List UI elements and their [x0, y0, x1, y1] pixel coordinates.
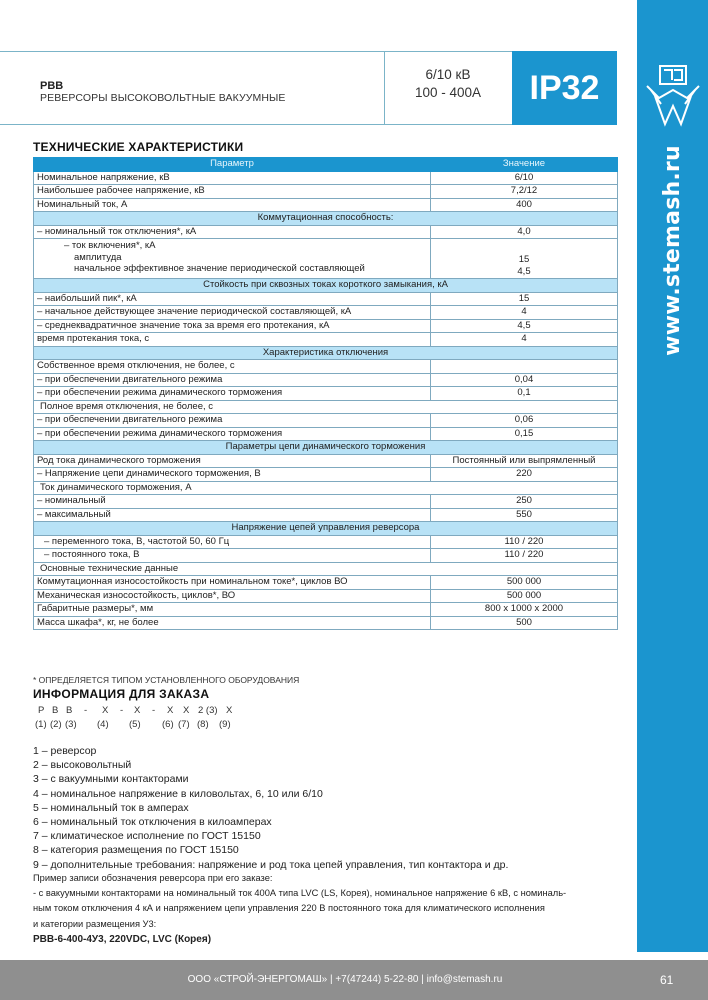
- param-cell: [34, 239, 431, 279]
- table-row: [34, 292, 618, 306]
- table-row: [34, 549, 618, 563]
- table-section-row: [34, 279, 618, 293]
- order-example: [33, 871, 623, 947]
- legend-item: 1 – реверсор: [33, 745, 97, 757]
- value-cell: 0,06: [431, 414, 618, 428]
- table-row: [34, 400, 618, 414]
- example-code: РВВ-6-400-4У3, 220VDC, LVC (Корея): [33, 933, 212, 945]
- param-line: – ток включения*, кА: [64, 240, 156, 251]
- param-cell: – максимальный: [34, 508, 431, 522]
- specs-title: ТЕХНИЧЕСКИЕ ХАРАКТЕРИСТИКИ: [33, 140, 244, 154]
- code-position: (3): [65, 719, 77, 730]
- code-char: Р: [38, 705, 45, 716]
- table-row: [34, 333, 618, 347]
- param-cell: – переменного тока, В, частотой 50, 60 Гц: [34, 535, 431, 549]
- table-row: [34, 239, 618, 279]
- table-row: [34, 306, 618, 320]
- param-cell: – при обеспечении режима динамического торможения: [34, 427, 431, 441]
- section-label: Коммутационная способность:: [34, 212, 618, 226]
- voltage-rating: 6/10 кВ: [425, 67, 471, 82]
- table-section-row: [34, 441, 618, 455]
- protection-badge: IP32: [512, 51, 617, 125]
- param-cell: Номинальный ток, А: [34, 198, 431, 212]
- value-cell: 7,2/12: [431, 185, 618, 199]
- legend-item: 2 – высоковольтный: [33, 759, 132, 772]
- legend-item: 9 – дополнительные требования: напряжение и род тока цепей управления, тип контактора и др.: [33, 858, 509, 871]
- code-position: (9): [219, 719, 231, 730]
- value-cell: 500 000: [431, 589, 618, 603]
- value-cell: 0,1: [431, 387, 618, 401]
- table-row: [34, 225, 618, 239]
- value-cell: 4,5: [431, 319, 618, 333]
- section-label: Параметры цепи динамического торможения: [34, 441, 618, 455]
- param-cell: – начальное действующее значение периодической составляющей, кА: [34, 306, 431, 320]
- param-cell: – при обеспечении двигательного режима: [34, 414, 431, 428]
- example-line: - с вакуумными контакторами на номинальный ток 400А типа LVC (LS, Корея), номинальное напряжение 6 кВ, с номиналь-: [33, 888, 567, 899]
- section-label: Характеристика отключения: [34, 346, 618, 360]
- current-rating: 100 - 400А: [414, 85, 482, 100]
- legend-item: 6 – номинальный ток отключения в килоамперах: [33, 816, 272, 829]
- value-cell: 220: [431, 468, 618, 482]
- product-title: РЕВЕРСОРЫ ВЫСОКОВОЛЬТНЫЕ ВАКУУМНЫЕ: [40, 92, 286, 104]
- value-cell: 400: [431, 198, 618, 212]
- table-row: [34, 603, 618, 617]
- order-code-legend: [33, 744, 508, 872]
- code-position: (4): [97, 719, 109, 730]
- brand-sidebar: [637, 0, 708, 952]
- param-cell: Масса шкафа*, кг, не более: [34, 616, 431, 630]
- table-row: [34, 198, 618, 212]
- table-row: [34, 481, 618, 495]
- value-cell: 250: [431, 495, 618, 509]
- code-char: -: [120, 705, 124, 716]
- value-cell: 4: [431, 333, 618, 347]
- legend-item: 3 – с вакуумными контакторами: [33, 773, 189, 786]
- table-section-row: [34, 522, 618, 536]
- code-char: Х: [183, 705, 190, 716]
- param-cell: Габаритные размеры*, мм: [34, 603, 431, 617]
- code-char: Х: [134, 705, 141, 716]
- value-cell: Постоянный или выпрямленный: [431, 454, 618, 468]
- page-number: 61: [660, 973, 674, 987]
- param-cell: – номинальный ток отключения*, кА: [34, 225, 431, 239]
- code-position: (6): [162, 719, 174, 730]
- param-cell: Номинальное напряжение, кВ: [34, 171, 431, 185]
- table-row: [34, 373, 618, 387]
- param-cell: время протекания тока, с: [34, 333, 431, 347]
- table-row: [34, 454, 618, 468]
- value-cell: [431, 360, 618, 374]
- param-cell: Род тока динамического торможения: [34, 454, 431, 468]
- param-cell: Ток динамического торможения, А: [34, 481, 618, 495]
- product-code: РВВ: [40, 80, 64, 92]
- legend-item: 8 – категория размещения по ГОСТ 15150: [33, 844, 239, 857]
- section-label: Стойкость при сквозных токах короткого замыкания, кА: [34, 279, 618, 293]
- table-section-row: [34, 212, 618, 226]
- value-cell: 0,15: [431, 427, 618, 441]
- rating-block: [385, 66, 511, 102]
- page-footer: [0, 960, 708, 1000]
- example-intro: Пример записи обозначения реверсора при его заказе:: [33, 873, 273, 883]
- footer-contacts: ООО «СТРОЙ-ЭНЕРГОМАШ» | +7(47244) 5-22-80 | info@stemash.ru: [187, 974, 503, 985]
- table-row: [34, 576, 618, 590]
- section-label: Напряжение цепей управления реверсора: [34, 522, 618, 536]
- code-position: (5): [129, 719, 141, 730]
- code-char: -: [84, 705, 88, 716]
- param-cell: – номинальный: [34, 495, 431, 509]
- table-row: [34, 319, 618, 333]
- table-header-row: [34, 158, 618, 172]
- param-cell: – Напряжение цепи динамического торможения, В: [34, 468, 431, 482]
- value-cell: 4,0: [431, 225, 618, 239]
- value-cell: 110 / 220: [431, 535, 618, 549]
- legend-item: 5 – номинальный ток в амперах: [33, 801, 189, 814]
- param-line: начальное эффективное значение периодической составляющей: [74, 263, 365, 274]
- table-row: [34, 427, 618, 441]
- table-row: [34, 535, 618, 549]
- code-char: -: [152, 705, 156, 716]
- param-cell: Механическая износостойкость, циклов*, ВО: [34, 589, 431, 603]
- table-section-row: [34, 346, 618, 360]
- param-line: амплитуда: [74, 251, 122, 263]
- code-char: 2 (3): [198, 705, 218, 716]
- table-row: [34, 616, 618, 630]
- value-cell: 4: [431, 306, 618, 320]
- example-line: и категории размещения У3:: [33, 918, 157, 929]
- value-line: 15: [518, 254, 530, 265]
- code-position: (2): [50, 719, 62, 730]
- value-cell: 6/10: [431, 171, 618, 185]
- column-header-value: Значение: [431, 158, 618, 172]
- value-cell: [431, 239, 618, 279]
- table-row: [34, 508, 618, 522]
- code-char: Х: [102, 705, 109, 716]
- param-cell: Наибольшее рабочее напряжение, кВ: [34, 185, 431, 199]
- stemash-logo-icon: [645, 62, 701, 128]
- column-header-parameter: Параметр: [34, 158, 431, 172]
- footnote: * ОПРЕДЕЛЯЕТСЯ ТИПОМ УСТАНОВЛЕННОГО ОБОРУДОВАНИЯ: [33, 675, 300, 685]
- param-cell: – при обеспечении режима динамического торможения: [34, 387, 431, 401]
- table-row: [34, 562, 618, 576]
- value-cell: 0,04: [431, 373, 618, 387]
- value-cell: 15: [431, 292, 618, 306]
- value-cell: 550: [431, 508, 618, 522]
- table-row: [34, 589, 618, 603]
- website-url[interactable]: [639, 144, 706, 356]
- param-cell: – среднеквадратичное значение тока за время его протекания, кА: [34, 319, 431, 333]
- code-position: (1): [35, 719, 47, 730]
- param-cell: – наибольший пик*, кА: [34, 292, 431, 306]
- code-char: В: [66, 705, 73, 716]
- value-cell: 500: [431, 616, 618, 630]
- value-cell: 800 x 1000 x 2000: [431, 603, 618, 617]
- legend-item: 7 – климатическое исполнение по ГОСТ 15150: [33, 830, 261, 843]
- website-url-text[interactable]: www.stemash.ru: [660, 144, 685, 356]
- value-cell: 500 000: [431, 576, 618, 590]
- order-info-title: ИНФОРМАЦИЯ ДЛЯ ЗАКАЗА: [33, 687, 210, 701]
- param-cell: Собственное время отключения, не более, с: [34, 360, 431, 374]
- value-line: 4,5: [517, 265, 531, 277]
- specs-table: [33, 157, 618, 630]
- value-cell: 110 / 220: [431, 549, 618, 563]
- param-cell: Полное время отключения, не более, с: [34, 400, 618, 414]
- table-row: [34, 468, 618, 482]
- table-row: [34, 387, 618, 401]
- param-cell: – постоянного тока, В: [34, 549, 431, 563]
- table-row: [34, 414, 618, 428]
- table-row: [34, 171, 618, 185]
- param-cell: Коммутационная износостойкость при номинальном токе*, циклов ВО: [34, 576, 431, 590]
- param-cell: Основные технические данные: [34, 562, 618, 576]
- example-line: ным током отключения 4 кА и напряжением цепи управления 220 В постоянного тока для климатического исполнения: [33, 903, 545, 914]
- code-position: (7): [178, 719, 190, 730]
- param-cell: – при обеспечении двигательного режима: [34, 373, 431, 387]
- table-row: [34, 185, 618, 199]
- code-char: В: [52, 705, 59, 716]
- code-char: Х: [226, 705, 233, 716]
- code-position: (8): [197, 719, 209, 730]
- legend-item: 4 – номинальное напряжение в киловольтах, 6, 10 или 6/10: [33, 787, 323, 800]
- table-row: [34, 495, 618, 509]
- code-char: Х: [167, 705, 174, 716]
- table-row: [34, 360, 618, 374]
